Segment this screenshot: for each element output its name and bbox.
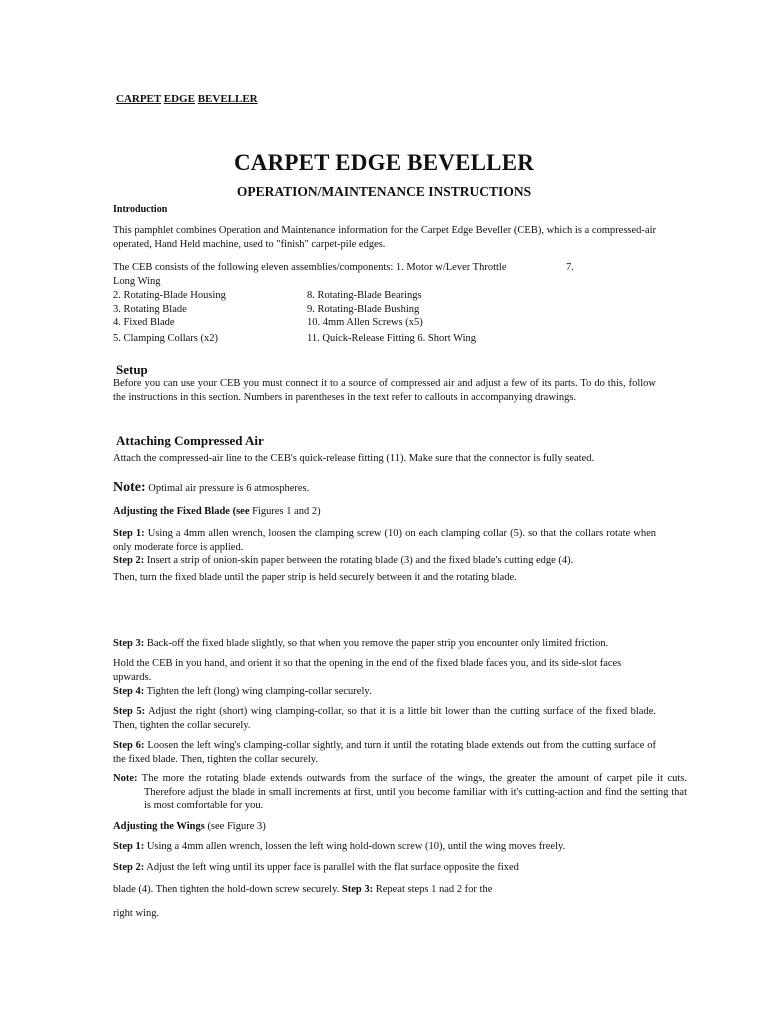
running-header — [116, 93, 258, 105]
wings-step-2-3-line — [113, 883, 656, 897]
step-label: Step 1: — [113, 528, 145, 539]
setup-paragraph: Before you can use your CEB you must connect it to a source of compressed air and adjust a few of its parts. To do this, follow the instructions in this section. Numbers in parentheses in the text refer to callouts in accompanying drawings. — [113, 378, 656, 403]
blade-extension-note — [113, 772, 687, 813]
fixed-blade-step-4 — [113, 685, 656, 699]
step-label: Step 6: — [113, 740, 145, 751]
header-word-carpet: CARPET — [116, 93, 162, 105]
component-9: 9. Rotating-Blade Bushing — [307, 304, 420, 315]
step-text: Back-off the fixed blade slightly, so that when you remove the paper strip you encounter only limited friction. — [146, 638, 609, 649]
component-2: 2. Rotating-Blade Housing — [113, 290, 226, 301]
step-label: Step 2: — [113, 862, 145, 873]
setup-heading: Setup — [116, 362, 148, 377]
component-7-label: Long Wing — [113, 276, 161, 287]
step-label: Step 2: — [113, 555, 145, 566]
note-label: Note: — [113, 480, 146, 495]
note-text: Optimal air pressure is 6 atmospheres. — [148, 483, 310, 494]
fixed-blade-heading — [113, 505, 656, 519]
note-label: Note: — [113, 773, 138, 784]
components-lead — [113, 261, 656, 275]
step-text: Loosen the left wing's clamping-collar sightly, and turn it until the rotating blade extends out from the cutting surface of the fixed blade. Then, tighten the collar securely. — [113, 740, 656, 765]
document-subtitle: OPERATION/MAINTENANCE INSTRUCTIONS — [236, 184, 532, 199]
component-4: 4. Fixed Blade — [113, 317, 175, 328]
fixed-blade-step-1 — [113, 527, 656, 554]
fixed-blade-step-3 — [113, 637, 656, 651]
attach-paragraph: Attach the compressed-air line to the CEB's quick-release fitting (11). Make sure that the connector is fully seated. — [113, 453, 595, 464]
wings-heading-rest: (see Figure 3) — [207, 821, 266, 832]
component-5: 5. Clamping Collars (x2) — [113, 333, 218, 344]
components-lead-text: The CEB consists of the following eleven assemblies/components: 1. Motor w/Lever Throttle — [113, 262, 507, 273]
wings-heading — [113, 820, 656, 834]
fixed-blade-step-6 — [113, 739, 656, 766]
step-text: Insert a strip of onion-skin paper between the rotating blade (3) and the fixed blade's cutting edge (4). — [146, 555, 574, 566]
fixed-blade-step-5 — [113, 705, 656, 732]
step-label: Step 3: — [341, 884, 374, 895]
document-title: CARPET EDGE BEVELLER — [233, 150, 535, 175]
step-text: Adjust the right (short) wing clamping-collar, so that it is a little bit lower than the cutting surface of the fixed blade. Then, tighten the collar securely. — [113, 706, 656, 731]
hold-instructions: Hold the CEB in you hand, and orient it so that the opening in the end of the fixed blade faces you, and its side-slot faces upwards. — [113, 658, 622, 683]
step-label: Step 4: — [113, 686, 145, 697]
step-text: Using a 4mm allen wrench, lossen the left wing hold-down screw (10), until the wing moves freely. — [146, 841, 566, 852]
wings-line-text: blade (4). Then tighten the hold-down screw securely. — [113, 884, 340, 895]
component-7-number: 7. — [566, 262, 574, 273]
fixed-blade-step-2-continued: Then, turn the fixed blade until the paper strip is held securely between it and the rotating blade. — [113, 572, 517, 583]
wings-heading-bold: Adjusting the Wings — [113, 821, 205, 832]
intro-heading: Introduction — [113, 204, 168, 215]
fixed-blade-heading-rest: Figures 1 and 2) — [252, 506, 321, 517]
air-pressure-note — [113, 481, 656, 496]
component-11-and-6: 11. Quick-Release Fitting 6. Short Wing — [307, 333, 477, 344]
header-word-edge: EDGE — [163, 93, 195, 105]
wings-final-line: right wing. — [113, 908, 160, 919]
header-word-beveller: BEVELLER — [197, 93, 258, 105]
wings-line-text: Repeat steps 1 nad 2 for the — [375, 884, 493, 895]
step-text: Tighten the left (long) wing clamping-collar securely. — [146, 686, 372, 697]
step-label: Step 3: — [113, 638, 145, 649]
step-text: Adjust the left wing until its upper face is parallel with the flat surface opposite the fixed — [146, 862, 519, 873]
wings-step-2 — [113, 861, 656, 875]
fixed-blade-step-2 — [113, 554, 656, 568]
wings-step-1 — [113, 840, 656, 854]
step-text: Using a 4mm allen wrench, loosen the clamping screw (10) on each clamping collar (5). so that the collars rotate when only moderate force is applied. — [113, 528, 657, 553]
step-label: Step 1: — [113, 841, 145, 852]
note-text: The more the rotating blade extends outwards from the surface of the wings, the greater the amount of carpet pile it cuts. Therefore adjust the blade in small increments at first, until you become familiar with it's cutting-action and find the setting that is most comfortable for you. — [141, 773, 687, 811]
intro-paragraph: This pamphlet combines Operation and Maintenance information for the Carpet Edge Beveller (CEB), which is a compressed-air operated, Hand Held machine, used to "finish" carpet-pile edges. — [113, 225, 656, 250]
component-10: 10. 4mm Allen Screws (x5) — [307, 317, 423, 328]
attach-heading: Attaching Compressed Air — [116, 433, 264, 448]
step-label: Step 5: — [113, 706, 146, 717]
fixed-blade-heading-bold: Adjusting the Fixed Blade (see — [113, 506, 250, 517]
component-3: 3. Rotating Blade — [113, 304, 187, 315]
component-8: 8. Rotating-Blade Bearings — [307, 290, 422, 301]
